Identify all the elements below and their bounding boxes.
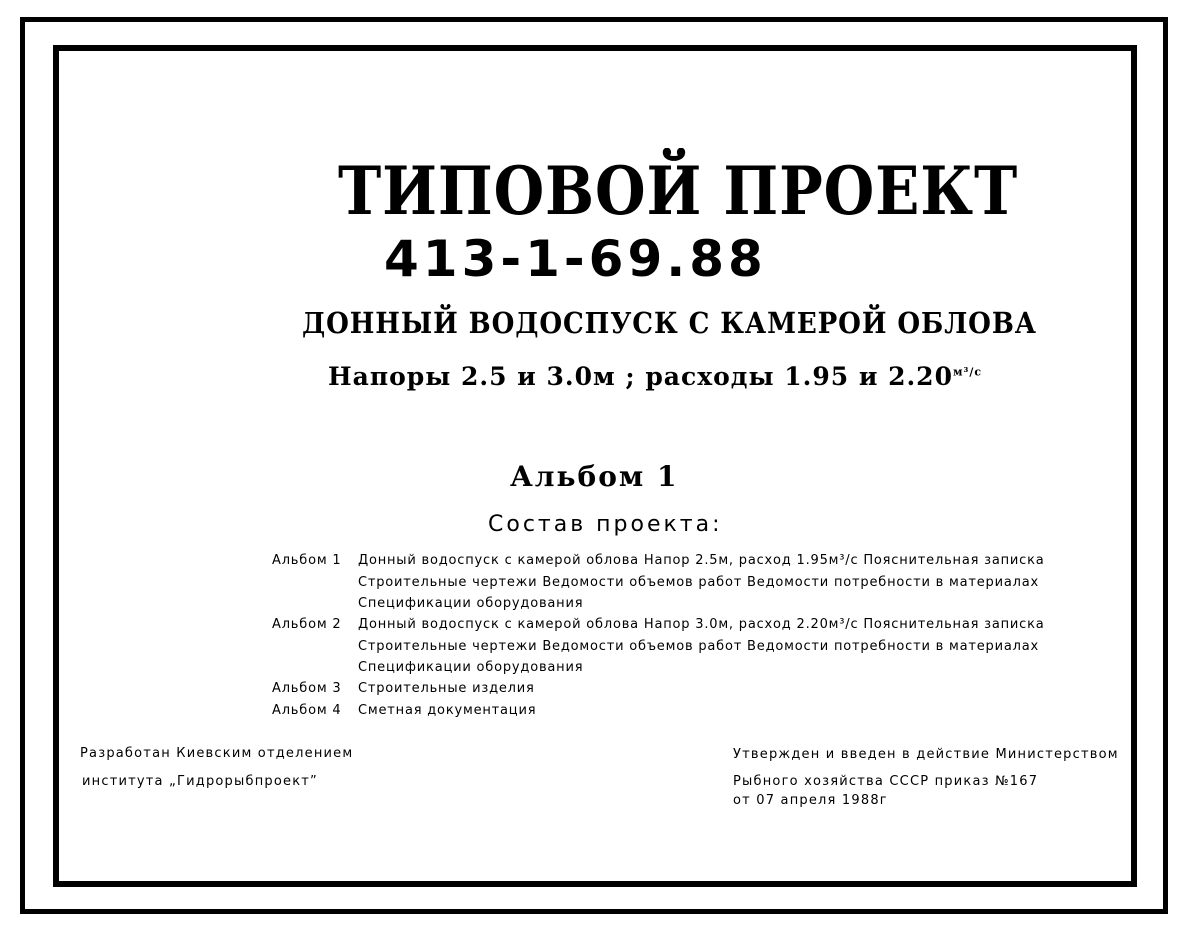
album-line: Строительные чертежи Ведомости объемов работ Ведомости потребности в материалах bbox=[358, 639, 1039, 654]
developer-line: Разработан Киевским отделением bbox=[80, 746, 354, 761]
album-line: Донный водоспуск с камерой облова Напор 3.0м, расход 2.20м³/с Пояснительная записка bbox=[358, 617, 1045, 632]
parameters-unit: м³/с bbox=[952, 365, 983, 379]
album-label: Альбом 3 bbox=[272, 681, 342, 696]
parameters-text: Напоры 2.5 и 3.0м ; расходы 1.95 и 2.20 bbox=[328, 362, 953, 391]
album-line: Спецификации оборудования bbox=[358, 596, 584, 611]
album-label: Альбом 4 bbox=[272, 703, 342, 718]
project-parameters bbox=[328, 362, 982, 391]
contents-heading: Состав проекта: bbox=[488, 512, 723, 537]
approval-line: Утвержден и введен в действие Министерством bbox=[733, 747, 1119, 762]
developer-line: института „Гидрорыбпроект” bbox=[82, 774, 318, 789]
album-line: Строительные чертежи Ведомости объемов работ Ведомости потребности в материалах bbox=[358, 575, 1039, 590]
project-subtitle: ДОННЫЙ ВОДОСПУСК С КАМЕРОЙ ОБЛОВА bbox=[302, 306, 1037, 340]
project-number: 413-1-69.88 bbox=[384, 230, 767, 288]
album-line: Сметная документация bbox=[358, 703, 537, 718]
approval-line: от 07 апреля 1988г bbox=[733, 793, 888, 808]
album-label: Альбом 2 bbox=[272, 617, 342, 632]
album-label: Альбом 1 bbox=[272, 553, 342, 568]
document-title: ТИПОВОЙ ПРОЕКТ bbox=[338, 152, 1019, 230]
album-heading: Альбом 1 bbox=[510, 460, 679, 493]
album-line: Спецификации оборудования bbox=[358, 660, 584, 675]
album-line: Донный водоспуск с камерой облова Напор 2.5м, расход 1.95м³/с Пояснительная записка bbox=[358, 553, 1045, 568]
approval-line: Рыбного хозяйства СССР приказ №167 bbox=[733, 774, 1039, 789]
album-line: Строительные изделия bbox=[358, 681, 535, 696]
